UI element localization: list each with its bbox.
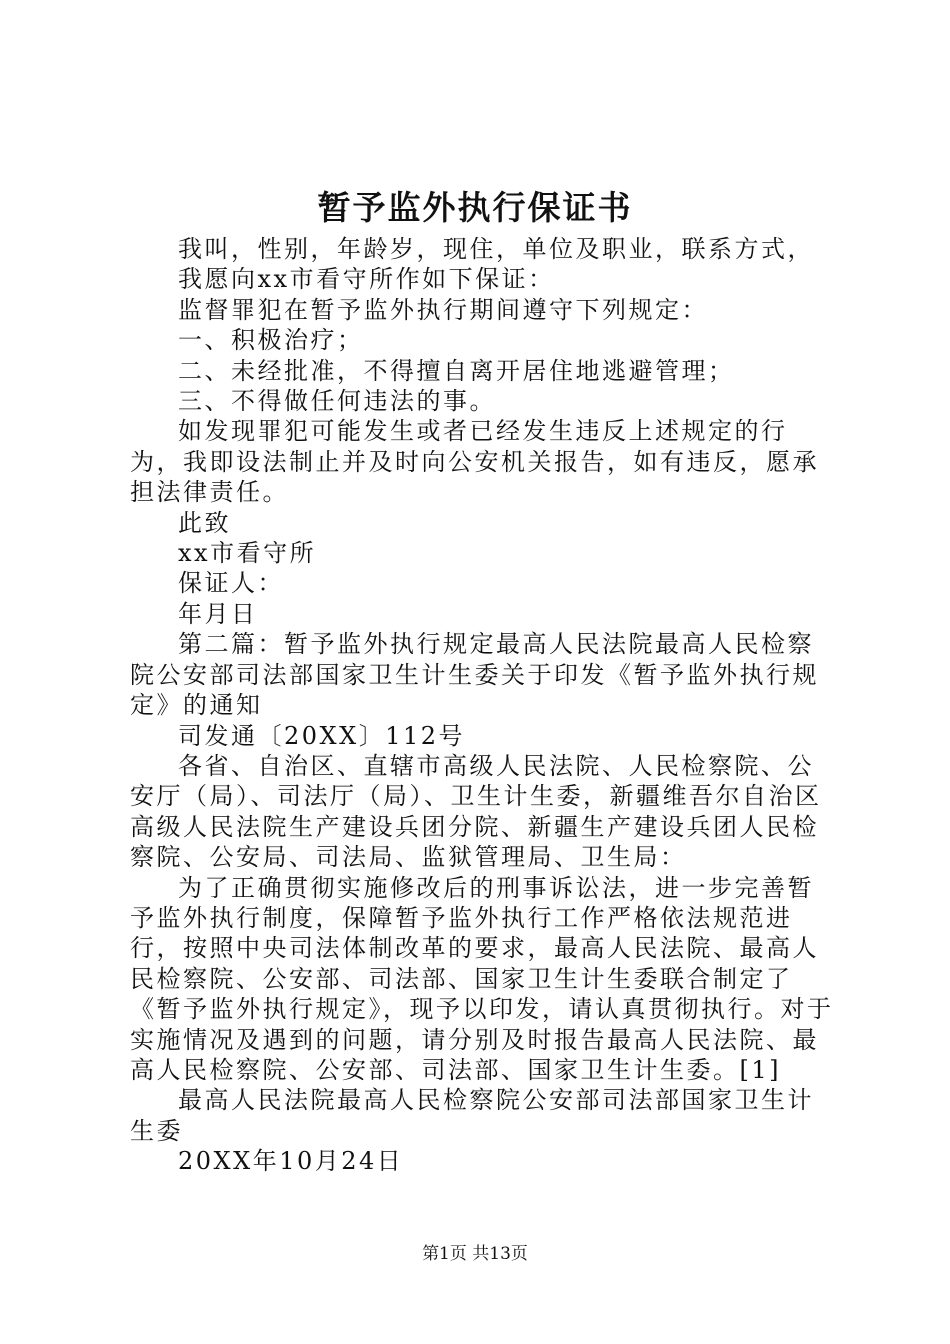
paragraph-salutation: 此致 — [178, 508, 231, 537]
paragraph-rule-3: 三、不得做任何违法的事。 — [178, 387, 496, 416]
paragraph-rule-1: 一、积极治疗； — [178, 326, 364, 355]
paragraph-supervision: 监督罪犯在暂予监外执行期间遵守下列规定： — [178, 295, 708, 324]
paragraph-notice-body: 为了正确贯彻实施修改后的刑事诉讼法，进一步完善暂予监外执行制度，保障暂予监外执行工作严格依法规范进行，按照中央司法体制改革的要求，最高人民法院、最高人民检察院、公安部、司法部、国家卫生计生委联合制定了《暂予监外执行规定》，现予以印发，请认真贯彻执行。对于实施情况及遇到的问题，请分别及时报告最高人民法院、最高人民检察院、公安部、司法部、国家卫生计生委。[1] — [130, 873, 834, 1084]
paragraph-issue-date: 20XX年10月24日 — [178, 1147, 404, 1176]
page-number-footer: 第1页 共13页 — [422, 1244, 528, 1264]
document-body — [130, 234, 836, 1177]
paragraph-recipient: xx市看守所 — [178, 539, 317, 568]
paragraph-guarantor: 保证人： — [178, 569, 284, 598]
paragraph-document-number: 司发通〔20XX〕112号 — [178, 721, 466, 750]
paragraph-date-blank: 年月日 — [178, 599, 258, 628]
paragraph-issuing-bodies: 最高人民法院最高人民检察院公安部司法部国家卫生计生委 — [130, 1086, 814, 1145]
document-title: 暂予监外执行保证书 — [317, 188, 633, 227]
paragraph-second-part-title: 第二篇：暂予监外执行规定最高人民法院最高人民检察院公安部司法部国家卫生计生委关于印发《暂予监外执行规定》的通知 — [130, 630, 819, 720]
paragraph-pledge-intro: 我愿向xx市看守所作如下保证： — [178, 265, 555, 294]
paragraph-addressees: 各省、自治区、直辖市高级人民法院、人民检察院、公安厅（局）、司法厅（局）、卫生计生委，新疆维吾尔自治区高级人民法院生产建设兵团分院、新疆生产建设兵团人民检察院、公安局、司法局、监狱管理局、卫生局： — [130, 751, 822, 872]
paragraph-responsibility: 如发现罪犯可能发生或者已经发生违反上述规定的行为，我即设法制止并及时向公安机关报告，如有违反，愿承担法律责任。 — [130, 417, 819, 507]
paragraph-personal-info: 我叫，性别，年龄岁，现住，单位及职业，联系方式， — [178, 235, 814, 263]
paragraph-rule-2: 二、未经批准，不得擅自离开居住地逃避管理； — [178, 356, 735, 385]
